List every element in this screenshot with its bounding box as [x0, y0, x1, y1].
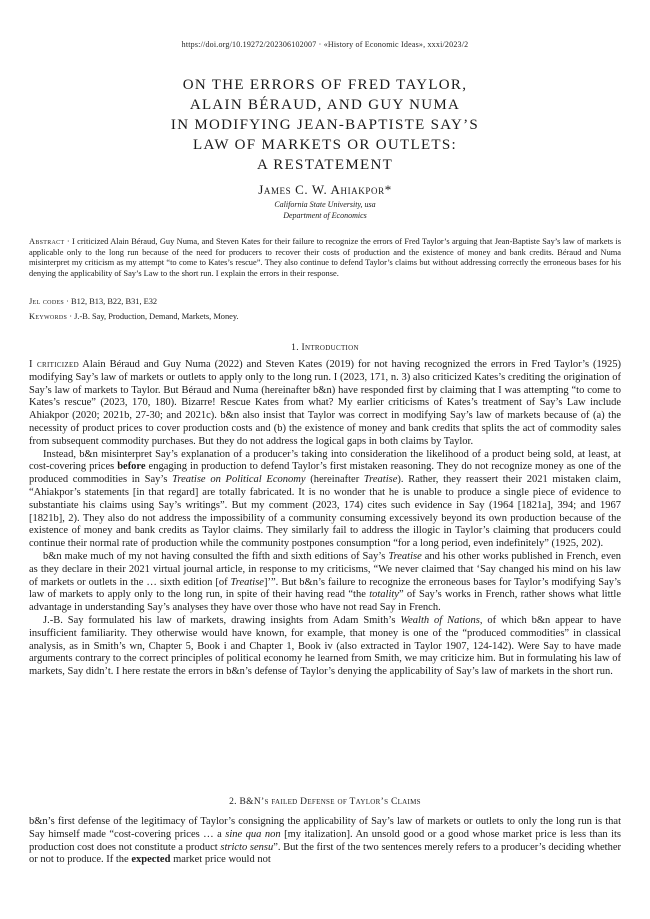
title-line: IN MODIFYING JEAN-BAPTISTE SAY’S	[170, 117, 480, 133]
article-title	[0, 75, 650, 175]
keywords-text: · J.-B. Say, Production, Demand, Markets, Money.	[67, 312, 239, 321]
author-name: James C. W. Ahiakpor*	[258, 182, 392, 197]
title-line: LAW OF MARKETS OR OUTLETS:	[193, 137, 457, 153]
abstract-label: Abstract	[29, 237, 65, 246]
keywords	[29, 311, 621, 322]
abstract	[29, 237, 621, 279]
jel-text: · B12, B13, B22, B31, E32	[64, 297, 158, 306]
section-heading-bn-defense	[0, 797, 650, 807]
abstract-text: · I criticized Alain Béraud, Guy Numa, and Steven Kates for their failure to recognize the errors of Fred Taylor’s arguing that Jean-Baptiste Say’s law of markets is applicable only to the long run because of the need for producers to recover their costs of production and the existence of money and bank credits. Béraud and Numa misinterpret my criticism as my attempt “to come to Kates’s rescue”. They also continue to defend Taylor’s claims but without addressing correctly the erroneous bases for his denying the applicability of Say’s Law to the short run. I explain the errors in their response.	[29, 237, 621, 278]
running-header: https://doi.org/10.19272/202306102007 · «History of Economic Ideas», xxxi/2023/2	[181, 40, 469, 49]
paragraph: Instead, b&n misinterpret Say’s explanation of a producer’s taking into consideration the likelihood of a product being sold, at least, at cost-covering prices before engaging in production to defend Taylor’s first mistaken reasoning. They do not recognize money as one of the produced commodities in Say’s Treatise on Political Economy (hereinafter Treatise). Rather, they reassert their 2021 mistaken claim, “Ahiakpor’s statements [in that regard] are totally fabricated. It is no wonder that he is unable to produce a single piece of evidence to substantiate his claims using Say’s writings”. But my comment (2023, 174) cites such evidence in Say (1964 [1821a], 394; and 1967 [1821b], 2). They also do not address the impossibility of a community consuming excessively beyond its own production because of the existence of money and bank credits as Taylor claims. They similarly fail to address the illogic in Taylor’s claiming that producers could continue their normal rate of production while the community postpones consumption “for a long period, even indefinitely” (1925, 202).	[29, 448, 622, 550]
section-heading-text: 2. B&N’s failed Defense of Taylor’s Claims	[229, 797, 421, 807]
affiliation-department: Department of Economics	[283, 211, 367, 220]
keywords-label: Keywords	[29, 312, 68, 321]
paragraph: b&n make much of my not having consulted the fifth and sixth editions of Say’s Treatise and his other works published in French, even as they declare in their 2021 virtual journal article, in response to my criticisms, “We never claimed that ‘Say changed his mind on his law of markets or outlets in the … sixth edition [of Treatise]’”. But b&n’s failure to recognize the erroneous bases for Taylor’s modifying Say’s law of markets to apply only to the long run, in spite of their having read “the totality” of Say’s works in French, rather shows what little advantage in understanding Say’s analyses they have over those who have not read Say in French.	[29, 550, 621, 614]
paragraph-lead: I criticized	[29, 359, 79, 370]
paragraph: I criticized Alain Béraud and Guy Numa (2022) and Steven Kates (2019) for not having recognized the errors in Fred Taylor’s (1925) modifying Say’s law of markets or outlets to apply only to the long run. I (2023, 171, n. 3) also criticized Kates’s crediting the origination of Say’s law of markets to Taylor. But Béraud and Numa (hereinafter b&n) have responded first by claiming that I was attempting “to come to Kates’s rescue” (2023, 170, 180). Bizarre! Rescue Kates from what? My earlier criticisms of Kates’s treatment of Say’s Law include Ahiakpor (2020; 2021b, 27-30; and 2021c). b&n also insist that Taylor was correct in modifying Say’s law of markets because of (a) the necessity of product prices to cover production costs and (b) the existence of money and bank credits that splits the act of commodity sales from subsequent commodity purchases. But they do not address the logical gaps in both claims by Taylor.	[29, 359, 622, 447]
title-line: A RESTATEMENT	[256, 157, 394, 173]
section-2-body	[29, 816, 621, 867]
title-line: ALAIN BÉRAUD, AND GUY NUMA	[189, 97, 461, 113]
jel-label: Jel codes	[29, 297, 65, 306]
jel-codes	[29, 296, 621, 307]
section-heading-text: 1. Introduction	[291, 343, 359, 353]
section-heading-introduction	[0, 343, 650, 353]
paragraph: b&n’s first defense of the legitimacy of Taylor’s consigning the applicability of Say’s law of markets or outlets to only the long run is that Say himself made “cost-covering prices … a sine qua non [my italization]. An unsold good or a good whose market price is less than its production cost does not constitute a product stricto sensu”. But the first of the two sentences merely refers to a producer’s deciding whether or not to produce. If the expected market price would not	[29, 816, 621, 866]
paragraph: J.-B. Say formulated his law of markets, drawing insights from Adam Smith’s Wealth of Nations, of which b&n appear to have insufficient familiarity. They otherwise would have known, for example, that money is one of the “produced commodities” in classical analysis, as in Smith’s wn, Chapter 5, Book i and Chapter 1, Book iv (also extracted in Taylor 1907, 124-142). Were Say to have made arguments contrary to the correct principles of political economy he learned from Smith, we may criticize him. But in formulating his law of markets, Say didn’t. I here restate the errors in b&n’s defense of Taylor’s denying the applicability of Say’s law of markets in the short run.	[29, 614, 622, 678]
section-1-body	[29, 359, 621, 679]
title-line: ON THE ERRORS OF FRED TAYLOR,	[182, 77, 468, 93]
affiliation-university: California State University, usa	[274, 200, 376, 209]
